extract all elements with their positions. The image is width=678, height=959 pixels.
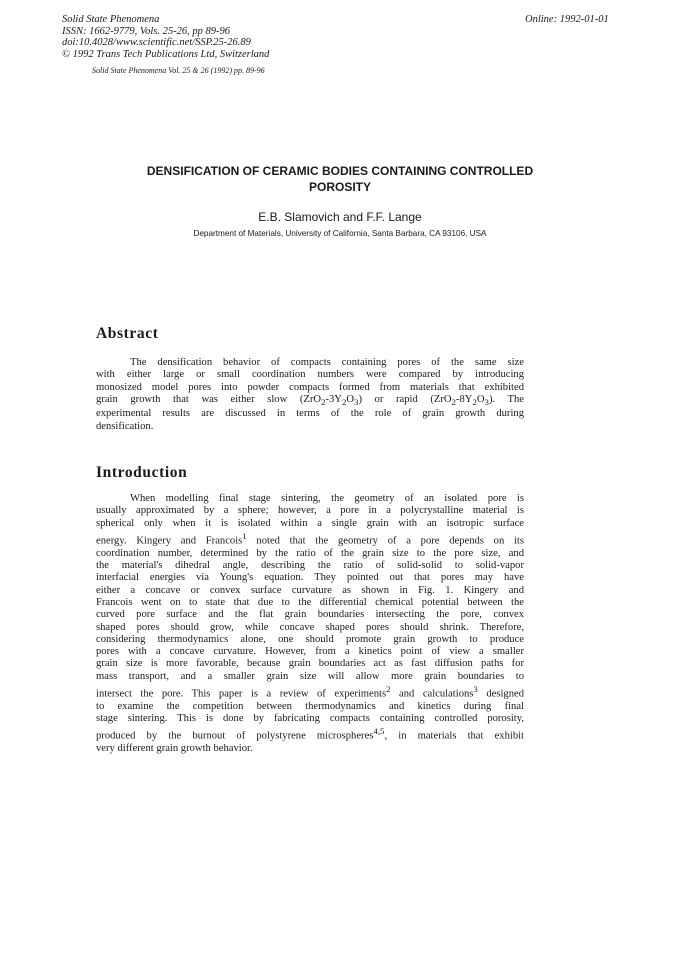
intro-line: coordination number, determined by the ratio of the grain size to the pore size, and <box>96 547 524 559</box>
intro-line: Francois went on to state that due to the differential chemical potential between the <box>96 596 524 608</box>
introduction-heading: Introduction <box>96 464 188 481</box>
intro-line: grain size is more favorable, because grain boundaries act as fast diffusion paths for <box>96 658 524 670</box>
journal-name: Solid State Phenomena <box>62 14 160 25</box>
authors: E.B. Slamovich and F.F. Lange <box>258 210 422 224</box>
abstract-line: monosized model pores into powder compacts formed from materials that exhibited <box>96 381 524 393</box>
online-date: Online: 1992-01-01 <box>525 14 609 25</box>
issn-line: ISSN: 1662-9779, Vols. 25-26, pp 89-96 <box>62 25 230 37</box>
intro-line: mass transport, and a smaller grain size will allow more grain boundaries to <box>96 670 524 682</box>
affiliation: Department of Materials, University of California, Santa Barbara, CA 93106, USA <box>193 229 487 238</box>
abstract-line: grain growth that was either slow $(ZrO_2-3Y_2O_3)$ or rapid $(ZrO_2-8Y_2O_3)$. The <box>96 393 524 407</box>
intro-line: stage sintering. This is done by fabricating compacts containing controlled porosity, <box>96 713 524 725</box>
intro-line: energy. Kingery and Francois$^1$ noted that the geometry of a pore depends on its <box>96 530 524 547</box>
copyright-line: © 1992 Trans Tech Publications Ltd, Switzerland <box>62 48 270 60</box>
paper-title <box>90 163 590 195</box>
abstract-line: with either large or small coordination numbers were compared by introducing <box>96 369 524 381</box>
doi-line: doi:10.4028/www.scientific.net/SSP.25-26.89 <box>62 37 251 48</box>
intro-line: usually approximated by a sphere; however, a pore in a polycrystalline material is <box>96 505 524 517</box>
abstract-line: experimental results are discussed in terms of the role of grain growth during <box>96 408 524 420</box>
intro-line: to examine the competition between thermodynamics and kinetics during final <box>96 700 524 712</box>
intro-line: intersect the pore. This paper is a review of experiments$^2$ and calculations$^3$ designed <box>96 683 524 700</box>
intro-line: curved pore surface and the flat grain boundaries intersecting the pore, convex <box>96 609 524 621</box>
intro-line: either a concave or convex surface curvature as shown in Fig. 1. Kingery and <box>96 584 524 596</box>
citation-line: Solid State Phenomena Vol. 25 & 26 (1992) pp. 89-96 <box>92 66 265 75</box>
intro-line: the material's dihedral angle, describing the ratio of solid-solid to solid-vapor <box>96 560 524 572</box>
intro-line: spherical only when it is isolated within a single grain with an isotropic surface <box>96 517 524 529</box>
intro-line: pores with a concave curvature. However, from a kinetics point of view a smaller <box>96 646 524 658</box>
intro-line: When modelling final stage sintering, the geometry of an isolated pore is <box>130 493 524 504</box>
intro-line: very different grain growth behavior. <box>96 743 253 755</box>
title-line-2: POROSITY <box>308 180 371 194</box>
introduction-body <box>96 493 524 756</box>
intro-line: considering thermodynamics alone, one should promote grain growth to produce <box>96 633 524 645</box>
intro-line: shaped pores should grow, while concave shaped pores should shrink. Therefore, <box>96 621 524 633</box>
title-line-1: DENSIFICATION OF CERAMIC BODIES CONTAINING CONTROLLED <box>146 164 534 178</box>
abstract-heading: Abstract <box>96 325 159 342</box>
intro-line: produced by the burnout of polystyrene microspheres$^{4,5}$, in materials that exhibit <box>96 726 525 742</box>
abstract-body <box>96 357 524 433</box>
abstract-line: The densification behavior of compacts containing pores of the same size <box>130 357 524 368</box>
abstract-line: densification. <box>96 420 154 432</box>
journal-header <box>62 14 269 60</box>
intro-line: interfacial energies via Young's equation. They pointed out that pores may have <box>96 572 524 584</box>
